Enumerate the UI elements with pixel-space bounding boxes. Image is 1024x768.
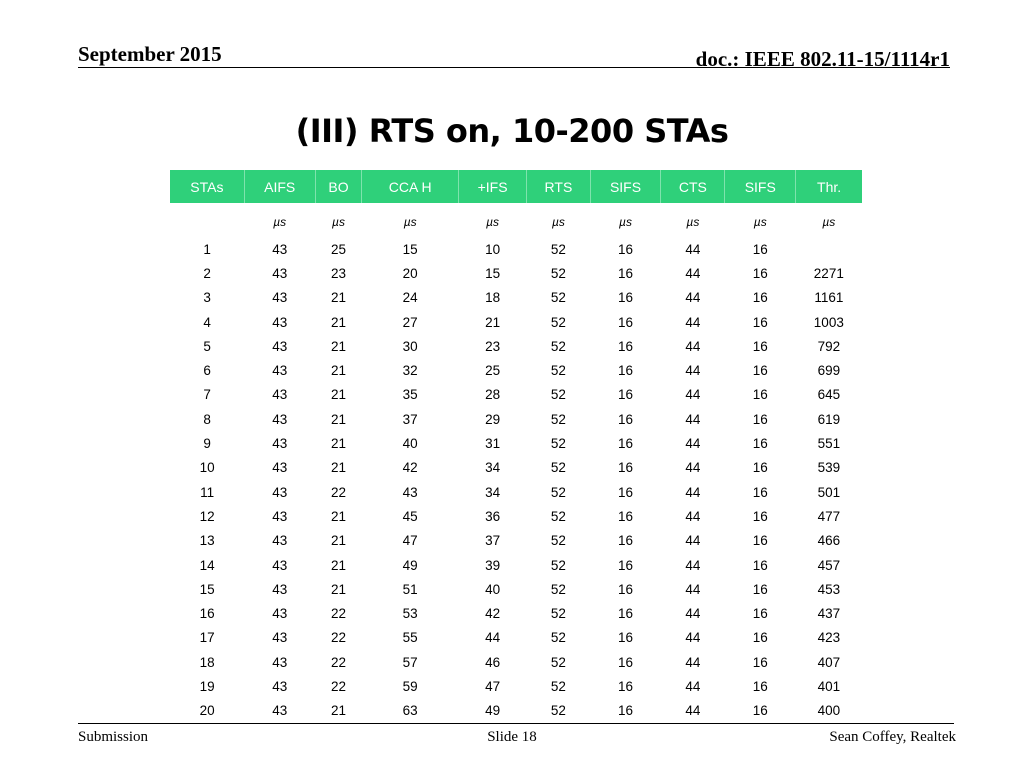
table-cell: 15	[402, 241, 418, 257]
table-row	[170, 650, 862, 674]
table-cell: 18	[199, 654, 215, 670]
table-cell: 21	[331, 436, 347, 452]
footer-author: Sean Coffey, Realtek	[829, 729, 956, 745]
table-cell: 23	[485, 338, 501, 354]
table-cell: 31	[485, 436, 501, 452]
table-cell: 23	[331, 265, 347, 281]
table-header-row	[170, 170, 862, 203]
table-cell: 43	[272, 436, 288, 452]
table-cell: 52	[550, 557, 566, 573]
table-cell: 792	[817, 338, 841, 354]
table-cell: 52	[550, 363, 566, 379]
table-cell: 16	[752, 314, 768, 330]
table-cell: 40	[485, 581, 501, 597]
table-row	[170, 674, 862, 698]
table-cell: 16	[618, 484, 634, 500]
table-cell: 37	[402, 411, 418, 427]
table-cell: 34	[485, 460, 501, 476]
table-cell: 16	[199, 606, 215, 622]
table-row	[170, 431, 862, 455]
table-cell: 10	[199, 460, 215, 476]
table-cell: 52	[550, 654, 566, 670]
table-cell: 16	[618, 654, 634, 670]
table-cell: 44	[685, 241, 701, 257]
table-cell: 4	[203, 314, 211, 330]
table-row	[170, 626, 862, 650]
table-cell: 44	[685, 508, 701, 524]
table-cell: 16	[752, 703, 768, 719]
table-cell: 3	[203, 290, 211, 306]
table-cell: 16	[618, 703, 634, 719]
table-cell: 16	[752, 508, 768, 524]
table-cell: 551	[817, 436, 841, 452]
table-cell: 400	[817, 703, 841, 719]
table-cell: 43	[272, 265, 288, 281]
table-cell: 16	[752, 363, 768, 379]
unit-cell: µs	[486, 215, 500, 229]
table-cell: 21	[331, 557, 347, 573]
table-cell: 401	[817, 678, 841, 694]
table-cell: 16	[752, 484, 768, 500]
table-cell: 44	[685, 557, 701, 573]
column-header: AIFS	[244, 170, 315, 203]
column-header: BO	[315, 170, 362, 203]
table-row	[170, 261, 862, 285]
table-cell: 49	[485, 703, 501, 719]
table-cell: 21	[331, 533, 347, 549]
table-cell: 35	[402, 387, 418, 403]
table-cell: 52	[550, 314, 566, 330]
table-cell: 37	[485, 533, 501, 549]
table-cell: 21	[331, 703, 347, 719]
table-cell: 501	[817, 484, 841, 500]
unit-cell: µs	[273, 215, 287, 229]
table-cell: 44	[685, 436, 701, 452]
table-cell: 43	[272, 581, 288, 597]
table-cell: 52	[550, 581, 566, 597]
table-cell: 43	[272, 387, 288, 403]
table-cell: 16	[618, 387, 634, 403]
table-cell: 52	[550, 678, 566, 694]
table-cell: 17	[199, 630, 215, 646]
table-cell: 52	[550, 411, 566, 427]
table-cell: 8	[203, 411, 211, 427]
column-header: STAs	[170, 170, 244, 203]
table-cell	[796, 237, 862, 261]
table-cell: 44	[685, 630, 701, 646]
table-cell: 43	[272, 654, 288, 670]
table-row	[170, 529, 862, 553]
table-row	[170, 553, 862, 577]
table-cell: 16	[752, 581, 768, 597]
table-cell: 43	[272, 290, 288, 306]
table-cell: 43	[272, 411, 288, 427]
column-header: SIFS	[590, 170, 661, 203]
table-cell: 52	[550, 241, 566, 257]
table-cell: 53	[402, 606, 418, 622]
table-cell: 44	[685, 484, 701, 500]
column-header: Thr.	[796, 170, 862, 203]
table-cell: 22	[331, 630, 347, 646]
table-cell: 16	[618, 630, 634, 646]
table-cell: 19	[199, 678, 215, 694]
table-cell: 619	[817, 411, 841, 427]
table-cell: 44	[685, 581, 701, 597]
table-cell: 16	[618, 436, 634, 452]
table-cell: 44	[685, 411, 701, 427]
table-cell: 47	[402, 533, 418, 549]
table-cell: 457	[817, 557, 841, 573]
header-date: September 2015	[78, 42, 222, 66]
table-cell: 29	[485, 411, 501, 427]
table-cell: 10	[485, 241, 501, 257]
table-cell: 21	[331, 338, 347, 354]
results-table	[170, 170, 862, 723]
table-cell: 16	[618, 338, 634, 354]
unit-cell	[170, 203, 244, 237]
table-cell: 16	[618, 533, 634, 549]
table-row	[170, 480, 862, 504]
table-cell: 6	[203, 363, 211, 379]
table-cell: 22	[331, 606, 347, 622]
table-cell: 43	[272, 508, 288, 524]
table-cell: 22	[331, 484, 347, 500]
table-cell: 645	[817, 387, 841, 403]
table-cell: 44	[685, 678, 701, 694]
table-cell: 44	[685, 338, 701, 354]
table-cell: 44	[685, 387, 701, 403]
table-cell: 16	[752, 654, 768, 670]
table-cell: 16	[618, 411, 634, 427]
unit-cell: µs	[619, 215, 632, 229]
table-cell: 437	[817, 606, 841, 622]
table-cell: 52	[550, 338, 566, 354]
table-cell: 16	[752, 387, 768, 403]
table-cell: 43	[272, 606, 288, 622]
table-cell: 16	[752, 241, 768, 257]
table-cell: 52	[550, 606, 566, 622]
table-cell: 43	[402, 484, 418, 500]
table-cell: 16	[618, 508, 634, 524]
table-cell: 407	[817, 654, 841, 670]
table-cell: 63	[402, 703, 418, 719]
table-cell: 477	[817, 508, 841, 524]
table-cell: 423	[817, 630, 841, 646]
table-cell: 21	[331, 387, 347, 403]
table-cell: 16	[618, 460, 634, 476]
table-cell: 16	[752, 411, 768, 427]
table-cell: 43	[272, 630, 288, 646]
table-row	[170, 237, 862, 261]
table-cell: 52	[550, 508, 566, 524]
table-cell: 16	[752, 630, 768, 646]
table-cell: 47	[485, 678, 501, 694]
table-cell: 27	[402, 314, 418, 330]
unit-cell: µs	[686, 215, 700, 229]
table-cell: 16	[618, 265, 634, 281]
table-cell: 45	[402, 508, 418, 524]
footer-submission: Submission	[78, 729, 149, 745]
table-cell: 21	[331, 460, 347, 476]
footer-slide-number: Slide 18	[487, 729, 537, 745]
table-cell: 466	[817, 533, 841, 549]
table-cell: 7	[203, 387, 211, 403]
unit-cell: µs	[332, 215, 345, 229]
table-cell: 51	[402, 581, 418, 597]
table-cell: 43	[272, 533, 288, 549]
table-cell: 43	[272, 678, 288, 694]
table-cell: 43	[272, 338, 288, 354]
table-cell: 44	[685, 363, 701, 379]
table-row	[170, 699, 862, 723]
table-cell: 28	[485, 387, 501, 403]
table-cell: 21	[331, 290, 347, 306]
table-cell: 25	[331, 241, 347, 257]
table-row	[170, 407, 862, 431]
table-cell: 43	[272, 241, 288, 257]
table-cell: 59	[402, 678, 418, 694]
table-cell: 16	[752, 678, 768, 694]
table-row	[170, 504, 862, 528]
table-cell: 44	[485, 630, 501, 646]
footer-rule	[78, 723, 954, 724]
table-cell: 52	[550, 436, 566, 452]
table-cell: 21	[331, 363, 347, 379]
table-cell: 40	[402, 436, 418, 452]
table-cell: 43	[272, 363, 288, 379]
table-cell: 32	[402, 363, 418, 379]
table-cell: 699	[817, 363, 841, 379]
table-cell: 14	[199, 557, 215, 573]
table-cell: 16	[752, 533, 768, 549]
table-cell: 15	[199, 581, 215, 597]
table-cell: 13	[199, 533, 215, 549]
table-cell: 20	[199, 703, 215, 719]
table-cell: 24	[402, 290, 418, 306]
table-cell: 52	[550, 484, 566, 500]
table-cell: 43	[272, 314, 288, 330]
table-cell: 21	[331, 314, 347, 330]
table-cell: 16	[618, 241, 634, 257]
table-cell: 16	[752, 606, 768, 622]
table-cell: 52	[550, 387, 566, 403]
table-cell: 22	[331, 654, 347, 670]
table-cell: 20	[402, 265, 418, 281]
table-cell: 52	[550, 460, 566, 476]
table-cell: 22	[331, 678, 347, 694]
table-cell: 44	[685, 654, 701, 670]
table-cell: 42	[402, 460, 418, 476]
column-header: CTS	[661, 170, 725, 203]
table-cell: 46	[485, 654, 501, 670]
table-cell: 55	[402, 630, 418, 646]
slide-title: (III) RTS on, 10-200 STAs	[295, 112, 729, 150]
unit-cell: µs	[403, 215, 417, 229]
table-cell: 39	[485, 557, 501, 573]
table-cell: 30	[402, 338, 418, 354]
table-cell: 44	[685, 533, 701, 549]
table-cell: 21	[331, 508, 347, 524]
table-cell: 36	[485, 508, 501, 524]
table-row	[170, 456, 862, 480]
table-cell: 2271	[813, 265, 844, 281]
table-row	[170, 334, 862, 358]
table-cell: 12	[199, 508, 215, 524]
table-cell: 21	[331, 411, 347, 427]
table-cell: 16	[752, 557, 768, 573]
table-cell: 44	[685, 314, 701, 330]
table-cell: 16	[618, 290, 634, 306]
table-cell: 16	[752, 460, 768, 476]
table-cell: 44	[685, 703, 701, 719]
table-cell: 44	[685, 606, 701, 622]
table-cell: 49	[402, 557, 418, 573]
table-cell: 43	[272, 557, 288, 573]
table-cell: 16	[618, 314, 634, 330]
table-cell: 16	[618, 363, 634, 379]
header-rule	[78, 67, 950, 68]
column-header: +IFS	[458, 170, 526, 203]
table-body	[170, 203, 862, 723]
unit-row	[170, 203, 862, 237]
table-cell: 16	[618, 557, 634, 573]
table-cell: 21	[331, 581, 347, 597]
table-cell: 453	[817, 581, 841, 597]
table-cell: 11	[200, 484, 215, 500]
table-row	[170, 310, 862, 334]
table-cell: 15	[485, 265, 501, 281]
table-cell: 539	[817, 460, 841, 476]
table-cell: 2	[203, 265, 211, 281]
table-cell: 43	[272, 703, 288, 719]
column-header: SIFS	[725, 170, 796, 203]
table-cell: 16	[752, 290, 768, 306]
table-cell: 44	[685, 265, 701, 281]
table-cell: 43	[272, 460, 288, 476]
table-row	[170, 383, 862, 407]
table-cell: 5	[203, 338, 211, 354]
table-cell: 9	[203, 436, 211, 452]
table-cell: 1	[203, 241, 211, 257]
table-cell: 25	[485, 363, 501, 379]
table-cell: 1003	[813, 314, 844, 330]
unit-cell: µs	[551, 215, 565, 229]
table-cell: 16	[618, 606, 634, 622]
table-cell: 16	[752, 338, 768, 354]
table-cell: 52	[550, 290, 566, 306]
table-cell: 43	[272, 484, 288, 500]
unit-cell: µs	[822, 215, 836, 229]
table-row	[170, 601, 862, 625]
table-cell: 16	[618, 678, 634, 694]
column-header: CCA H	[362, 170, 459, 203]
table-cell: 18	[485, 290, 501, 306]
table-cell: 52	[550, 630, 566, 646]
table-cell: 21	[485, 314, 501, 330]
header-doc-id: doc.: IEEE 802.11-15/1114r1	[695, 47, 950, 71]
table-cell: 44	[685, 460, 701, 476]
table-cell: 1161	[814, 290, 844, 306]
table-row	[170, 286, 862, 310]
table-cell: 34	[485, 484, 501, 500]
table-cell: 16	[752, 436, 768, 452]
table-cell: 42	[485, 606, 501, 622]
table-cell: 57	[402, 654, 418, 670]
table-cell: 16	[752, 265, 768, 281]
table-cell: 44	[685, 290, 701, 306]
unit-cell: µs	[753, 215, 767, 229]
table-row	[170, 577, 862, 601]
table-row	[170, 358, 862, 382]
column-header: RTS	[527, 170, 590, 203]
table-cell: 52	[550, 265, 566, 281]
table-cell: 52	[550, 703, 566, 719]
table-cell: 16	[618, 581, 634, 597]
table-cell: 52	[550, 533, 566, 549]
